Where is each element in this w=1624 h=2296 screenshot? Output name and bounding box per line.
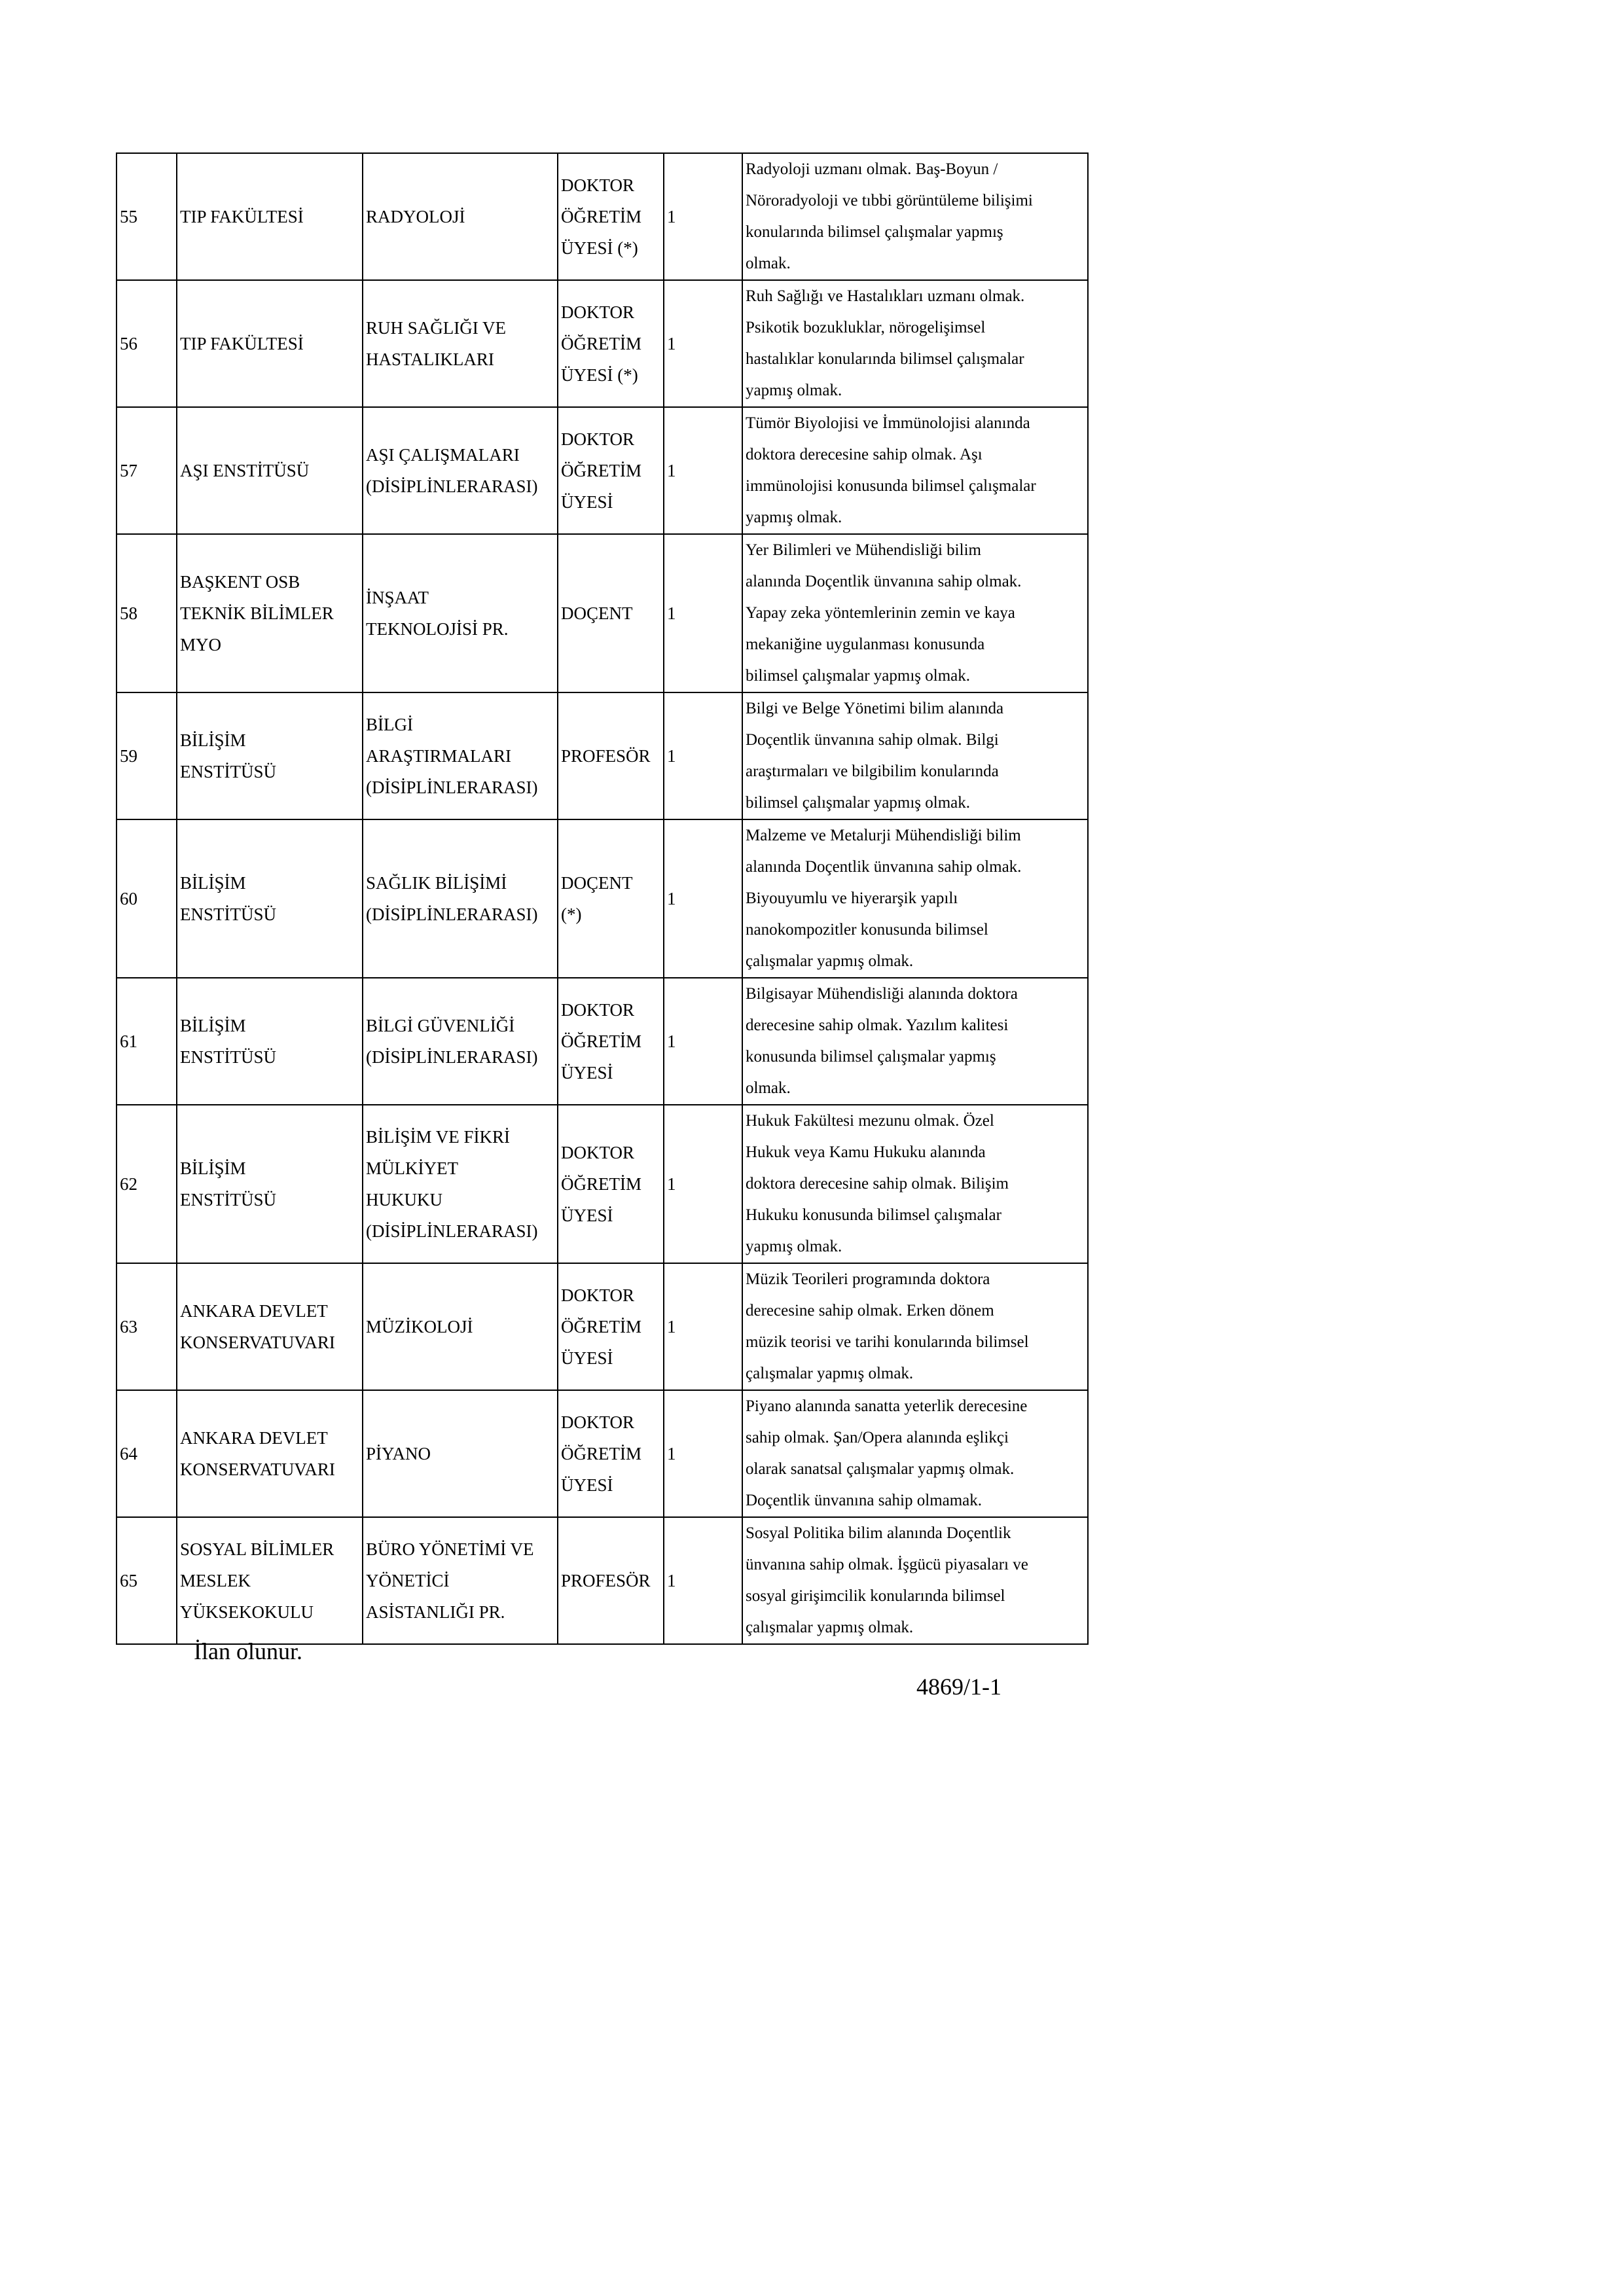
requirement-cell (742, 534, 1088, 692)
requirement-cell-line: Doçentlik ünvanına sahip olmak. Bilgi (746, 731, 999, 749)
title-cell-line: ÖĞRETİM (561, 1444, 641, 1463)
count-cell: 1 (664, 407, 742, 534)
table-row (117, 1105, 1088, 1263)
unit-cell (177, 407, 363, 534)
requirement-cell-line: yapmış olmak. (746, 1238, 842, 1255)
title-cell (558, 1263, 664, 1390)
requirement-cell-line: immünolojisi konusunda bilimsel çalışmalar (746, 477, 1036, 495)
title-cell-line: ÜYESİ (561, 1475, 613, 1495)
unit-cell-line: ANKARA DEVLET (180, 1301, 328, 1321)
count-cell: 1 (664, 1105, 742, 1263)
department-cell (363, 407, 558, 534)
requirement-cell (742, 978, 1088, 1105)
requirement-cell-line: araştırmaları ve bilgibilim konularında (746, 762, 999, 780)
requirement-cell-line: derecesine sahip olmak. Erken dönem (746, 1302, 994, 1319)
count-cell: 1 (664, 153, 742, 280)
requirement-cell-line: yapmış olmak. (746, 382, 842, 399)
title-cell-line: DOKTOR (561, 1143, 635, 1162)
requirement-cell-line: olarak sanatsal çalışmalar yapmış olmak. (746, 1460, 1015, 1478)
unit-cell (177, 692, 363, 819)
unit-cell-line: KONSERVATUVARI (180, 1333, 335, 1352)
count-cell: 1 (664, 819, 742, 978)
unit-cell-line: BİLİŞİM (180, 873, 246, 893)
row-number: 62 (117, 1105, 177, 1263)
unit-cell-line: BAŞKENT OSB (180, 572, 300, 592)
unit-cell-line: TIP FAKÜLTESİ (180, 207, 304, 226)
requirement-cell-line: derecesine sahip olmak. Yazılım kalitesi (746, 1016, 1009, 1034)
requirement-cell-line: yapmış olmak. (746, 509, 842, 526)
department-cell-line: ARAŞTIRMALARI (366, 746, 512, 766)
unit-cell-line: BİLİŞİM (180, 1158, 246, 1178)
positions-table-body (117, 153, 1088, 1644)
count-cell: 1 (664, 280, 742, 407)
requirement-cell-line: doktora derecesine sahip olmak. Aşı (746, 446, 983, 463)
row-number: 63 (117, 1263, 177, 1390)
title-cell-line: DOKTOR (561, 1000, 635, 1020)
department-cell-line: ASİSTANLIĞI PR. (366, 1602, 505, 1622)
requirement-cell (742, 1105, 1088, 1263)
unit-cell (177, 819, 363, 978)
requirement-cell-line: ünvanına sahip olmak. İşgücü piyasaları ve (746, 1556, 1028, 1573)
title-cell-line: ÜYESİ (561, 1063, 613, 1083)
requirement-cell-line: Hukuk Fakültesi mezunu olmak. Özel (746, 1112, 994, 1130)
unit-cell-line: AŞI ENSTİTÜSÜ (180, 461, 310, 480)
requirement-cell-line: sahip olmak. Şan/Opera alanında eşlikçi (746, 1429, 1009, 1446)
positions-table (116, 152, 1089, 1645)
title-cell-line: DOKTOR (561, 302, 635, 322)
department-cell-line: BİLİŞİM VE FİKRİ (366, 1127, 511, 1147)
department-cell-line: (DİSİPLİNLERARASI) (366, 1047, 538, 1067)
count-cell: 1 (664, 1263, 742, 1390)
table-row (117, 819, 1088, 978)
row-number: 58 (117, 534, 177, 692)
table-row (117, 978, 1088, 1105)
title-cell-line: ÖĞRETİM (561, 1317, 641, 1336)
unit-cell (177, 1263, 363, 1390)
count-cell: 1 (664, 1517, 742, 1644)
row-number: 55 (117, 153, 177, 280)
requirement-cell-line: Bilgisayar Mühendisliği alanında doktora (746, 985, 1018, 1003)
department-cell (363, 534, 558, 692)
title-cell (558, 1517, 664, 1644)
unit-cell-line: MESLEK (180, 1571, 251, 1590)
unit-cell (177, 1517, 363, 1644)
requirement-cell-line: çalışmalar yapmış olmak. (746, 952, 914, 970)
unit-cell-line: TIP FAKÜLTESİ (180, 334, 304, 353)
department-cell-line: BİLGİ (366, 715, 413, 734)
department-cell (363, 692, 558, 819)
title-cell-line: DOKTOR (561, 1412, 635, 1432)
requirement-cell-line: konusunda bilimsel çalışmalar yapmış (746, 1048, 996, 1066)
requirement-cell-line: Biyouyumlu ve hiyerarşik yapılı (746, 889, 958, 907)
row-number: 60 (117, 819, 177, 978)
department-cell (363, 153, 558, 280)
department-cell-line: (DİSİPLİNLERARASI) (366, 778, 538, 797)
row-number: 65 (117, 1517, 177, 1644)
department-cell-line: HUKUKU (366, 1190, 442, 1210)
department-cell (363, 1263, 558, 1390)
department-cell-line: (DİSİPLİNLERARASI) (366, 476, 538, 496)
requirement-cell-line: olmak. (746, 255, 791, 272)
document-code: 4869/1-1 (916, 1674, 1001, 1700)
announcement-note: İlan olunur. (194, 1638, 302, 1664)
requirement-cell-line: olmak. (746, 1079, 791, 1097)
requirement-cell-line: alanında Doçentlik ünvanına sahip olmak. (746, 858, 1022, 876)
title-cell (558, 692, 664, 819)
requirement-cell-line: nanokompozitler konusunda bilimsel (746, 921, 988, 939)
department-cell-line: BÜRO YÖNETİMİ VE (366, 1539, 534, 1559)
requirement-cell-line: bilimsel çalışmalar yapmış olmak. (746, 794, 970, 812)
table-row (117, 692, 1088, 819)
requirement-cell-line: Piyano alanında sanatta yeterlik derecesine (746, 1397, 1028, 1415)
title-cell-line: DOKTOR (561, 429, 635, 449)
department-cell (363, 1517, 558, 1644)
table-row (117, 1390, 1088, 1517)
requirement-cell-line: çalışmalar yapmış olmak. (746, 1365, 914, 1382)
department-cell-line: HASTALIKLARI (366, 350, 494, 369)
department-cell-line: (DİSİPLİNLERARASI) (366, 1221, 538, 1241)
unit-cell (177, 153, 363, 280)
requirement-cell (742, 280, 1088, 407)
title-cell-line: ÖĞRETİM (561, 461, 641, 480)
title-cell-line: ÜYESİ (561, 492, 613, 512)
department-cell-line: AŞI ÇALIŞMALARI (366, 445, 520, 465)
unit-cell (177, 978, 363, 1105)
row-number: 57 (117, 407, 177, 534)
unit-cell-line: YÜKSEKOKULU (180, 1602, 314, 1622)
requirement-cell (742, 692, 1088, 819)
table-row (117, 280, 1088, 407)
requirement-cell-line: Yer Bilimleri ve Mühendisliği bilim (746, 541, 981, 559)
unit-cell-line: BİLİŞİM (180, 1016, 246, 1035)
unit-cell (177, 1105, 363, 1263)
unit-cell-line: ENSTİTÜSÜ (180, 1190, 276, 1210)
requirement-cell-line: Malzeme ve Metalurji Mühendisliği bilim (746, 827, 1021, 844)
title-cell-line: DOKTOR (561, 175, 635, 195)
table-row (117, 1517, 1088, 1644)
requirement-cell-line: Hukuku konusunda bilimsel çalışmalar (746, 1206, 1001, 1224)
count-cell: 1 (664, 978, 742, 1105)
requirement-cell (742, 407, 1088, 534)
table-row (117, 1263, 1088, 1390)
requirement-cell-line: Doçentlik ünvanına sahip olmamak. (746, 1492, 983, 1509)
requirement-cell (742, 1390, 1088, 1517)
title-cell (558, 153, 664, 280)
requirement-cell-line: bilimsel çalışmalar yapmış olmak. (746, 667, 970, 685)
requirement-cell (742, 1517, 1088, 1644)
department-cell-line: YÖNETİCİ (366, 1571, 450, 1590)
unit-cell-line: MYO (180, 635, 222, 655)
title-cell-line: PROFESÖR (561, 746, 651, 766)
requirement-cell-line: Sosyal Politika bilim alanında Doçentlik (746, 1524, 1011, 1542)
table-row (117, 153, 1088, 280)
title-cell (558, 1105, 664, 1263)
row-number: 59 (117, 692, 177, 819)
title-cell (558, 534, 664, 692)
department-cell (363, 280, 558, 407)
requirement-cell-line: Ruh Sağlığı ve Hastalıkları uzmanı olmak. (746, 287, 1025, 305)
unit-cell-line: ANKARA DEVLET (180, 1428, 328, 1448)
requirement-cell-line: sosyal girişimcilik konularında bilimsel (746, 1587, 1005, 1605)
unit-cell-line: BİLİŞİM (180, 730, 246, 750)
department-cell-line: (DİSİPLİNLERARASI) (366, 905, 538, 924)
row-number: 61 (117, 978, 177, 1105)
title-cell (558, 978, 664, 1105)
requirement-cell (742, 819, 1088, 978)
requirement-cell-line: alanında Doçentlik ünvanına sahip olmak. (746, 573, 1022, 590)
unit-cell-line: TEKNİK BİLİMLER (180, 603, 334, 623)
unit-cell-line: KONSERVATUVARI (180, 1460, 335, 1479)
title-cell-line: DOKTOR (561, 1285, 635, 1305)
title-cell-line: ÖĞRETİM (561, 334, 641, 353)
department-cell (363, 819, 558, 978)
unit-cell-line: ENSTİTÜSÜ (180, 1047, 276, 1067)
requirement-cell-line: Tümör Biyolojisi ve İmmünolojisi alanında (746, 414, 1030, 432)
requirement-cell-line: Nöroradyoloji ve tıbbi görüntüleme bilişimi (746, 192, 1033, 209)
unit-cell-line: SOSYAL BİLİMLER (180, 1539, 334, 1559)
requirement-cell (742, 153, 1088, 280)
title-cell-line: (*) (561, 905, 582, 924)
department-cell-line: MÜZİKOLOJİ (366, 1317, 473, 1336)
department-cell-line: TEKNOLOJİSİ PR. (366, 619, 509, 639)
title-cell-line: ÖĞRETİM (561, 1031, 641, 1051)
count-cell: 1 (664, 534, 742, 692)
unit-cell (177, 534, 363, 692)
requirement-cell-line: Psikotik bozukluklar, nörogelişimsel (746, 319, 986, 336)
requirement-cell-line: müzik teorisi ve tarihi konularında bilimsel (746, 1333, 1029, 1351)
title-cell (558, 1390, 664, 1517)
table-row (117, 407, 1088, 534)
requirement-cell (742, 1263, 1088, 1390)
department-cell (363, 1390, 558, 1517)
department-cell-line: PİYANO (366, 1444, 431, 1463)
unit-cell (177, 280, 363, 407)
title-cell (558, 407, 664, 534)
department-cell-line: RADYOLOJİ (366, 207, 465, 226)
requirement-cell-line: Hukuk veya Kamu Hukuku alanında (746, 1143, 986, 1161)
table-row (117, 534, 1088, 692)
unit-cell-line: ENSTİTÜSÜ (180, 762, 276, 781)
title-cell-line: DOÇENT (561, 603, 633, 623)
title-cell-line: DOÇENT (561, 873, 633, 893)
requirement-cell-line: Bilgi ve Belge Yönetimi bilim alanında (746, 700, 1004, 717)
requirement-cell-line: mekaniğine uygulanması konusunda (746, 636, 985, 653)
requirement-cell-line: çalışmalar yapmış olmak. (746, 1619, 914, 1636)
row-number: 56 (117, 280, 177, 407)
title-cell-line: ÜYESİ (561, 1348, 613, 1368)
department-cell-line: MÜLKİYET (366, 1158, 458, 1178)
title-cell-line: ÖĞRETİM (561, 207, 641, 226)
title-cell-line: ÖĞRETİM (561, 1174, 641, 1194)
requirement-cell-line: Radyoloji uzmanı olmak. Baş-Boyun / (746, 160, 998, 178)
title-cell (558, 280, 664, 407)
unit-cell (177, 1390, 363, 1517)
title-cell-line: ÜYESİ (561, 1206, 613, 1225)
row-number: 64 (117, 1390, 177, 1517)
title-cell-line: ÜYESİ (*) (561, 365, 638, 385)
count-cell: 1 (664, 1390, 742, 1517)
requirement-cell-line: doktora derecesine sahip olmak. Bilişim (746, 1175, 1009, 1193)
count-cell: 1 (664, 692, 742, 819)
requirement-cell-line: Yapay zeka yöntemlerinin zemin ve kaya (746, 604, 1015, 622)
department-cell (363, 978, 558, 1105)
title-cell-line: PROFESÖR (561, 1571, 651, 1590)
requirement-cell-line: hastalıklar konularında bilimsel çalışmalar (746, 350, 1024, 368)
title-cell-line: ÜYESİ (*) (561, 238, 638, 258)
department-cell-line: İNŞAAT (366, 588, 429, 607)
title-cell (558, 819, 664, 978)
department-cell-line: BİLGİ GÜVENLİĞİ (366, 1016, 515, 1035)
unit-cell-line: ENSTİTÜSÜ (180, 905, 276, 924)
department-cell-line: SAĞLIK BİLİŞİMİ (366, 873, 507, 893)
department-cell-line: RUH SAĞLIĞI VE (366, 318, 506, 338)
requirement-cell-line: Müzik Teorileri programında doktora (746, 1270, 990, 1288)
department-cell (363, 1105, 558, 1263)
requirement-cell-line: konularında bilimsel çalışmalar yapmış (746, 223, 1003, 241)
